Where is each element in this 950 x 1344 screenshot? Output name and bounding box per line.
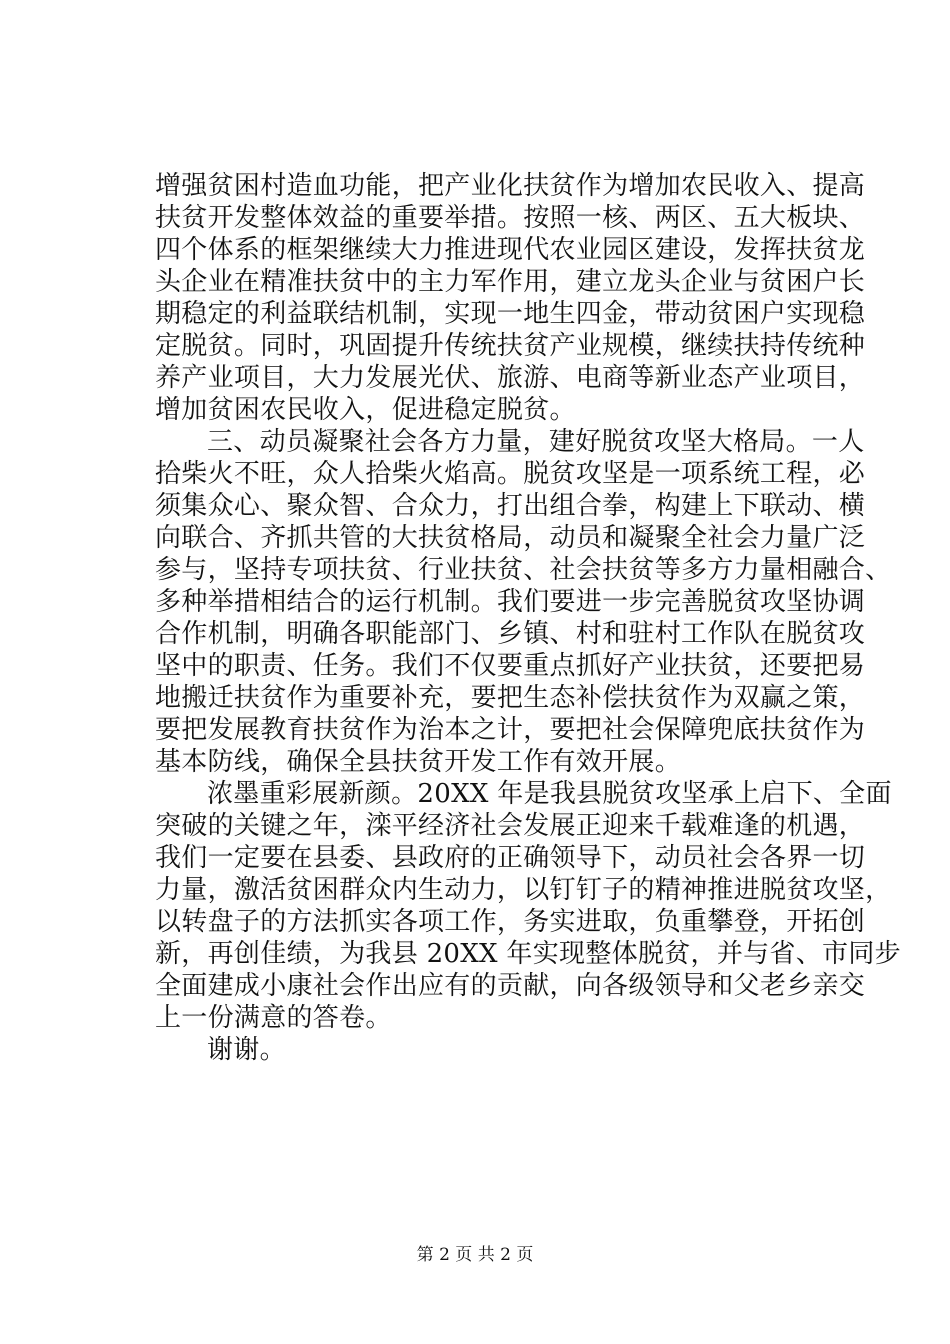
- text-line: 坚中的职责、任务。我们不仅要重点抓好产业扶贫，还要把易: [155, 651, 866, 681]
- text-line: 定脱贫。同时，巩固提升传统扶贫产业规模，继续扶持传统种: [155, 331, 866, 361]
- text-line: 参与，坚持专项扶贫、行业扶贫、社会扶贫等多方力量相融合、: [155, 555, 892, 585]
- page-footer: [0, 1244, 950, 1266]
- paragraph-start-line: 浓墨重彩展新颜。20XX 年是我县脱贫攻坚承上启下、全面: [207, 779, 892, 809]
- text-line: 多种举措相结合的运行机制。我们要进一步完善脱贫攻坚协调: [155, 587, 866, 617]
- text-line: 力量，激活贫困群众内生动力，以钉钉子的精神推进脱贫攻坚，: [155, 875, 892, 905]
- text-line: 扶贫开发整体效益的重要举措。按照一核、两区、五大板块、: [155, 203, 866, 233]
- text-line: 增强贫困村造血功能，把产业化扶贫作为增加农民收入、提高: [155, 171, 866, 201]
- text-line: 基本防线，确保全县扶贫开发工作有效开展。: [155, 747, 682, 777]
- text-line: 要把发展教育扶贫作为治本之计，要把社会保障兜底扶贫作为: [155, 715, 866, 745]
- text-line: 合作机制，明确各职能部门、乡镇、村和驻村工作队在脱贫攻: [155, 619, 866, 649]
- text-line: 须集众心、聚众智、合众力，打出组合拳，构建上下联动、横: [155, 491, 866, 521]
- text-line: 养产业项目，大力发展光伏、旅游、电商等新业态产业项目，: [155, 363, 866, 393]
- text-line: 突破的关键之年，滦平经济社会发展正迎来千载难逢的机遇，: [155, 811, 866, 841]
- text-line: 增加贫困农民收入，促进稳定脱贫。: [155, 395, 576, 425]
- text-line: 期稳定的利益联结机制，实现一地生四金，带动贫困户实现稳: [155, 299, 866, 329]
- text-line: 新，再创佳绩，为我县 20XX 年实现整体脱贫，并与省、市同步: [155, 939, 901, 969]
- text-line: 全面建成小康社会作出应有的贡献，向各级领导和父老乡亲交: [155, 971, 866, 1001]
- text-line: 我们一定要在县委、县政府的正确领导下，动员社会各界一切: [155, 843, 866, 873]
- closing-line: 谢谢。: [207, 1035, 286, 1065]
- document-body: [155, 170, 901, 1066]
- text-line: 上一份满意的答卷。: [155, 1003, 392, 1033]
- page-number-label: 第 2 页 共 2 页: [416, 1245, 534, 1265]
- text-line: 地搬迁扶贫作为重要补充，要把生态补偿扶贫作为双赢之策，: [155, 683, 866, 713]
- text-line: 拾柴火不旺，众人拾柴火焰高。脱贫攻坚是一项系统工程，必: [155, 459, 866, 489]
- text-line: 向联合、齐抓共管的大扶贫格局，动员和凝聚全社会力量广泛: [155, 523, 866, 553]
- text-line: 以转盘子的方法抓实各项工作，务实进取，负重攀登，开拓创: [155, 907, 866, 937]
- paragraph-start-line: 三、动员凝聚社会各方力量，建好脱贫攻坚大格局。一人: [207, 427, 865, 457]
- text-line: 四个体系的框架继续大力推进现代农业园区建设，发挥扶贫龙: [155, 235, 866, 265]
- text-line: 头企业在精准扶贫中的主力军作用，建立龙头企业与贫困户长: [155, 267, 866, 297]
